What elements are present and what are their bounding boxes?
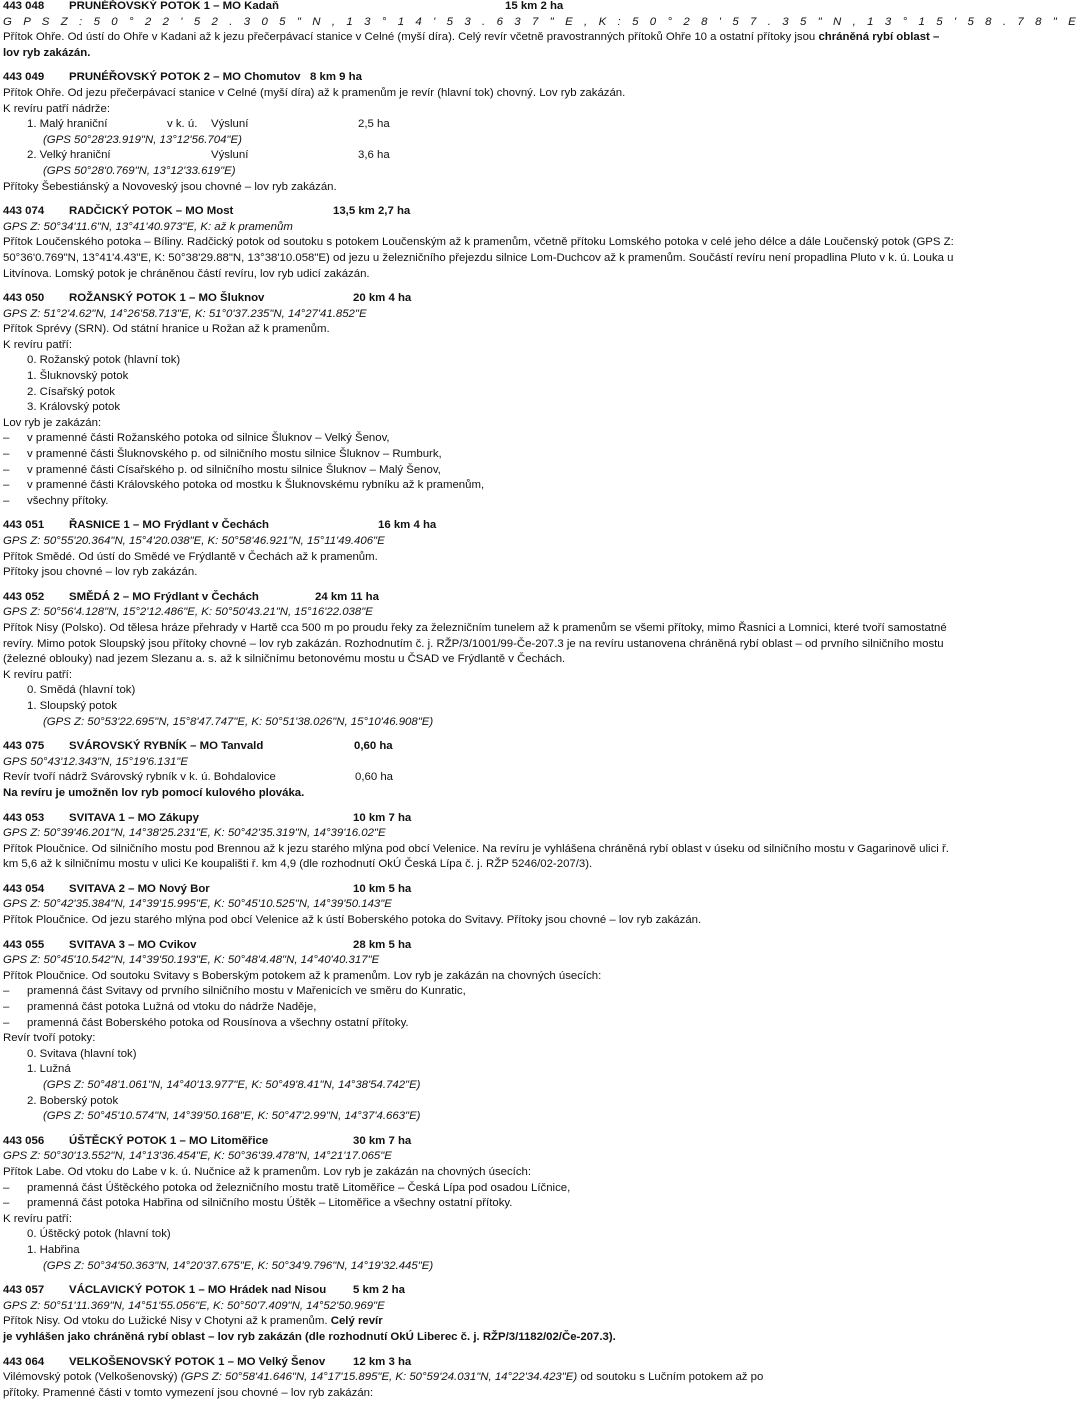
- description-text: Přítok Ohře. Od ústí do Ohře v Kadani až k jezu přečerpávací stanice v Celné (myší díra). Celý revír včetně pravostranných přítoků Ohře 10 a ostatní přítoky jsou: [3, 31, 816, 44]
- description-text: Přítok Nisy. Od vtoku do Lužické Nisy v Chotyni až k pramenům.: [3, 1315, 328, 1328]
- gps-coordinates: GPS Z: 50°45'10.542"N, 14°39'50.193"E, K: 50°48'4.48"N, 14°40'40.317"E: [3, 954, 380, 967]
- stream-item: 3. Královský potok: [27, 401, 121, 414]
- protected-area-note: je vyhlášen jako chráněná rybí oblast – lov ryb zakázán (dle rozhodnutí OkÚ Liberec č. j. RŽP/3/1182/02/Če-207.3).: [3, 1330, 616, 1343]
- entry-heading: [3, 811, 955, 827]
- streams-heading: K revíru patří:: [3, 668, 73, 681]
- gps-coordinates: GPS Z: 50°55'20.364"N, 15°4'20.038"E, K: 50°58'46.921"N, 15°11'49.406"E: [3, 535, 385, 547]
- protected-area-note: Celý revír: [330, 1315, 383, 1328]
- revir-number: 443 064: [3, 1355, 45, 1368]
- entry-443-054: [3, 882, 955, 929]
- gps-coordinates: GPS Z: 51°2'4.62"N, 14°26'58.713"E, K: 51°0'37.235"N, 14°27'41.852"E: [3, 307, 367, 320]
- revir-number: 443 049: [3, 71, 45, 84]
- entry-heading: [3, 1355, 955, 1371]
- restriction-item: – v pramenné části Královského potoka od mostku k Šluknovskému rybníku až k pramenům,: [3, 478, 955, 494]
- entry-443-049: [3, 70, 955, 195]
- revir-number: 443 057: [3, 1284, 45, 1297]
- entry-443-056: [3, 1134, 955, 1274]
- revir-name: ŘASNICE 1 – MO Frýdlant v Čechách: [69, 519, 270, 532]
- entry-443-053: [3, 811, 955, 873]
- revir-description: Přítok Labe. Od vtoku do Labe v k. ú. Nučnice až k pramenům. Lov ryb je zakázán na chovných úsecích:: [3, 1165, 532, 1178]
- description-text: od soutoku s Lučním potokem až po: [580, 1371, 764, 1384]
- stream-item: 1. Habřina: [27, 1243, 80, 1256]
- revir-size: 30 km 7 ha: [353, 1134, 412, 1147]
- gps-coordinates: GPS Z: 50°30'13.552"N, 14°13'36.454"E, K: 50°36'39.478"N, 14°21'17.065"E: [3, 1150, 392, 1163]
- entry-heading: [3, 291, 955, 307]
- revir-name: SMĚDÁ 2 – MO Frýdlant v Čechách: [69, 590, 259, 603]
- revir-name: PRUNÉŘOVSKÝ POTOK 1 – MO Kadaň: [69, 0, 279, 12]
- revir-size: 10 km 5 ha: [353, 882, 412, 895]
- stream-gps: (GPS Z: 50°48'1.061"N, 14°40'13.977"E, K: 50°49'8.41"N, 14°38'54.742"E): [43, 1079, 421, 1091]
- pond-area: 0,60 ha: [355, 771, 394, 784]
- stream-item: 0. Svitava (hlavní tok): [27, 1047, 137, 1060]
- revir-name: SVITAVA 2 – MO Nový Bor: [69, 882, 210, 895]
- stream-item: 0. Smědá (hlavní tok): [27, 684, 136, 697]
- stream-item: 0. Úštěcký potok (hlavní tok): [27, 1228, 171, 1241]
- entry-heading: [3, 882, 955, 898]
- revir-name: ÚŠTĚCKÝ POTOK 1 – MO Litoměřice: [69, 1134, 269, 1147]
- revir-size: 24 km 11 ha: [315, 590, 379, 603]
- revir-description: Přítok Ploučnice. Od soutoku Svitavy s Boberským potokem až k pramenům. Lov ryb je zakázán na chovných úsecích:: [3, 969, 602, 982]
- gps-coordinates: GPS 50°43'12.343"N, 15°19'6.131"E: [3, 755, 188, 768]
- pond-item: [3, 148, 955, 164]
- entry-443-051: [3, 518, 955, 580]
- restriction-item: – pramenná část potoka Lužná od vtoku do nádrže Naděje,: [3, 1000, 955, 1016]
- pond-area: 3,6 ha: [358, 149, 390, 162]
- description-text: Revír tvoří nádrž Svárovský rybník v k. ú. Bohdalovice: [3, 771, 276, 784]
- gps-coordinates: GPS Z: 50°56'4.128"N, 15°2'12.486"E, K: 50°50'43.21"N, 15°16'22.038"E: [3, 606, 373, 619]
- entry-443-055: [3, 938, 955, 1125]
- document-page: [3, 0, 1080, 1410]
- stream-item: 1. Lužná: [27, 1063, 71, 1076]
- revir-number: 443 053: [3, 811, 45, 824]
- pond-name: 1. Malý hraniční: [27, 118, 108, 131]
- entry-heading: [3, 590, 955, 606]
- revir-name: ROŽANSKÝ POTOK 1 – MO Šluknov: [69, 292, 265, 305]
- pond-cadastre: Výsluní: [211, 118, 249, 131]
- revir-number: 443 048: [3, 0, 45, 12]
- entry-heading: [3, 1283, 955, 1299]
- pond-name: 2. Velký hraniční: [27, 149, 111, 162]
- stream-item: 0. Rožanský potok (hlavní tok): [27, 354, 181, 367]
- stream-gps: (GPS Z: 50°34'50.363"N, 14°20'37.675"E, K: 50°34'9.796"N, 14°19'32.445"E): [43, 1259, 434, 1272]
- tributaries-note: Přítoky Šebestiánský a Novoveský jsou chovné – lov ryb zakázán.: [3, 180, 337, 193]
- stream-item: 2. Boberský potok: [27, 1094, 119, 1107]
- entry-443-074: [3, 204, 955, 282]
- revir-number: 443 052: [3, 590, 45, 603]
- restriction-item: – v pramenné části Šluknovského p. od silničního mostu silnice Šluknov – Rumburk,: [3, 447, 955, 463]
- streams-heading: K revíru patří:: [3, 338, 73, 351]
- entry-heading: [3, 204, 955, 220]
- revir-description: Přítok Sprévy (SRN). Od státní hranice u Rožan až k pramenům.: [3, 323, 330, 336]
- restriction-item: – všechny přítoky.: [3, 494, 955, 510]
- stream-gps: (GPS Z: 50°45'10.574"N, 14°39'50.168"E, K: 50°47'2.99"N, 14°37'4.663"E): [43, 1110, 421, 1123]
- restriction-item: – pramenná část potoka Habřina od silničního mostu Úštěk – Litoměřice a všechny ostatní přítoky.: [3, 1196, 955, 1212]
- revir-size: 13,5 km 2,7 ha: [333, 205, 411, 218]
- pond-gps: (GPS 50°28'23.919"N, 13°12'56.704"E): [43, 133, 242, 146]
- pond-area: 2,5 ha: [358, 118, 390, 131]
- revir-name: VÁCLAVICKÝ POTOK 1 – MO Hrádek nad Nisou: [69, 1284, 327, 1297]
- revir-number: 443 056: [3, 1134, 45, 1147]
- revir-name: PRUNÉŘOVSKÝ POTOK 2 – MO Chomutov: [69, 71, 301, 84]
- entry-443-050: [3, 291, 955, 509]
- stream-gps: (GPS Z: 50°53'22.695"N, 15°8'47.747"E, K: 50°51'38.026"N, 15°10'46.908"E): [43, 715, 434, 728]
- revir-size: 8 km 9 ha: [310, 71, 362, 84]
- fishing-method-note: Na revíru je umožněn lov ryb pomocí kulového plováka.: [3, 786, 305, 799]
- restriction-item: – pramenná část Úštěckého potoka od železničního mostu tratě Litoměřice – Česká Lípa pod osadou Líčnice,: [3, 1181, 955, 1197]
- pond-gps: (GPS 50°28'0.769"N, 13°12'33.619"E): [43, 164, 236, 177]
- gps-coordinates: GPS Z: 50°39'46.201"N, 14°38'25.231"E, K: 50°42'35.319"N, 14°39'16.02"E: [3, 827, 386, 840]
- revir-description: Přítok Smědé. Od ústí do Smědé ve Frýdlantě v Čechách až k pramenům.: [3, 550, 378, 563]
- streams-heading: Revír tvoří potoky:: [3, 1032, 96, 1045]
- revir-description: přítoky. Pramenné části v tomto vymezení jsou chovné – lov ryb zakázán:: [3, 1386, 374, 1399]
- entry-heading: [3, 739, 955, 755]
- revir-description: [3, 1314, 955, 1330]
- stream-item: 1. Šluknovský potok: [27, 370, 129, 383]
- streams-heading: K revíru patří:: [3, 1212, 73, 1225]
- gps-coordinates: GPS Z: 50°34'11.6"N, 13°41'40.973"E, K: až k pramenům: [3, 220, 293, 233]
- revir-number: 443 054: [3, 882, 45, 895]
- restriction-item: – v pramenné části Císařského p. od silničního mostu silnice Šluknov – Malý Šenov,: [3, 463, 955, 479]
- revir-size: 15 km 2 ha: [505, 0, 564, 12]
- tributaries-note: Přítoky jsou chovné – lov ryb zakázán.: [3, 566, 198, 579]
- gps-coordinates: G P S Z : 5 0 ° 2 2 ' 5 2 . 3 0 5 " N , 1 3 ° 1 4 ' 5 3 . 6 3 7 " E , K : 5 0 ° 2 8 ' 5 7 . 3 5 " N , 1 3 ° 1 5 ' 5 8 . 7 8 " E: [3, 15, 1080, 28]
- pond-cadastre-prefix: v k. ú.: [167, 118, 198, 131]
- revir-description: Přítok Loučenského potoka – Bíliny. Radčický potok od soutoku s potokem Loučenským až k pramenům, včetně přítoku Lomského potoka v celé jeho délce a dále Loučenský potok (GPS Z: 50°36'0.769"N, 13°41'4.43"E, K: 50°38'29.88"N, 13°38'10.058"E) od jezu u železničního přejezdu silnice Lom-Duchcov až k pramenům. Součástí revíru není propadlina Pluto v k. ú. Louka u Litvínova. Lomský potok je chráněnou částí revíru, lov ryb udicí zakázán.: [3, 236, 954, 280]
- revir-number: 443 051: [3, 519, 45, 532]
- revir-description: Přítok Ohře. Od jezu přečerpávací stanice v Celné (myší díra) až k pramenům je revír (hlavní tok) chovný. Lov ryb zakázán.: [3, 86, 626, 99]
- revir-name: RADČICKÝ POTOK – MO Most: [69, 205, 234, 218]
- entry-heading: [3, 1134, 955, 1150]
- entry-heading: [3, 70, 955, 86]
- entry-443-048: [3, 0, 1080, 61]
- restriction-item: – pramenná část Svitavy od prvního silničního mostu v Mařenicích ve směru do Kunratic,: [3, 984, 955, 1000]
- stream-item: 1. Sloupský potok: [27, 699, 117, 712]
- revir-size: 10 km 7 ha: [353, 811, 412, 824]
- pond-cadastre: Výsluní: [211, 149, 249, 162]
- revir-name: VELKOŠENOVSKÝ POTOK 1 – MO Velký Šenov: [69, 1355, 326, 1368]
- revir-name: SVITAVA 3 – MO Cvikov: [69, 938, 197, 951]
- revir-description: [3, 1370, 955, 1386]
- revir-size: 12 km 3 ha: [353, 1355, 412, 1368]
- entry-heading: [3, 938, 955, 954]
- gps-coordinates: GPS Z: 50°51'11.369"N, 14°51'55.056"E, K: 50°50'7.409"N, 14°52'50.969"E: [3, 1299, 385, 1312]
- entry-443-064: [3, 1355, 955, 1402]
- revir-number: 443 074: [3, 205, 45, 218]
- restriction-item: – v pramenné části Rožanského potoka od silnice Šluknov – Velký Šenov,: [3, 431, 955, 447]
- gps-coordinates: GPS Z: 50°42'35.384"N, 14°39'15.995"E, K: 50°45'10.525"N, 14°39'50.143"E: [3, 898, 392, 911]
- revir-description: [3, 30, 955, 61]
- restrictions-heading: Lov ryb je zakázán:: [3, 416, 102, 429]
- revir-size: 5 km 2 ha: [353, 1284, 405, 1297]
- revir-size: 20 km 4 ha: [353, 292, 412, 305]
- revir-number: 443 050: [3, 292, 45, 305]
- revir-number: 443 075: [3, 740, 45, 753]
- gps-coordinates: (GPS Z: 50°58'41.646"N, 14°17'15.895"E, K: 50°59'24.031"N, 14°22'34.423"E): [180, 1371, 578, 1384]
- restriction-item: – pramenná část Boberského potoka od Rousínova a všechny ostatní přítoky.: [3, 1016, 955, 1032]
- revir-size: 28 km 5 ha: [353, 938, 412, 951]
- entry-443-052: [3, 590, 955, 730]
- revir-name: SVÁROVSKÝ RYBNÍK – MO Tanvald: [69, 740, 264, 753]
- revir-number: 443 055: [3, 938, 45, 951]
- entry-heading: [3, 0, 955, 15]
- revir-description: [3, 770, 955, 786]
- protected-area-note: chráněná rybí oblast – lov ryb zakázán.: [3, 31, 940, 59]
- stream-item: 2. Císařský potok: [27, 385, 115, 398]
- revir-description: Přítok Ploučnice. Od silničního mostu pod Brennou až k jezu starého mlýna pod obcí Velenice. Na revíru je vyhlášena chráněná rybí oblast v úseku od silničního mostu v Gagarinově ulici ř. km 5,6 až k silničnímu mostu v ulici Ke koupališti ř. km 4,9 (dle rozhodnutí OkÚ Česká Lípa č. j. RŽP 5246/02-207/3).: [3, 842, 949, 871]
- revir-description: Přítok Nisy (Polsko). Od tělesa hráze přehrady v Hartě cca 500 m po proudu řeky za železničním tunelem až k pramenům se všemi přítoky, mimo Řasnici a Lomnici, které tvoří samostatné revíry. Mimo potok Sloupský jsou přítoky chovné – lov ryb zakázán. Rozhodnutím č. j. RŽP/3/1001/99-Če-207.3 je na revíru ustanovena chráněná rybí oblast – od prvního silničního mostu (železné oblouky) nad jezem Slezanu a. s. až k silničnímu betonovému mostu u ČSAD ve Frýdlantě v Čechách.: [3, 621, 947, 666]
- entry-443-075: [3, 739, 955, 801]
- entry-443-057: [3, 1283, 955, 1345]
- revir-size: 0,60 ha: [354, 740, 393, 753]
- revir-description: Přítok Ploučnice. Od jezu starého mlýna pod obcí Velenice až k ústí Boberského potoka do Svitavy. Přítoky jsou chovné – lov ryb zakázán.: [3, 914, 702, 927]
- revir-name: SVITAVA 1 – MO Zákupy: [69, 811, 199, 824]
- pond-item: [3, 117, 955, 133]
- revir-size: 16 km 4 ha: [378, 519, 437, 532]
- ponds-heading: K revíru patří nádrže:: [3, 102, 110, 115]
- entry-heading: [3, 518, 955, 534]
- description-text: Vilémovský potok (Velkošenovský): [3, 1371, 178, 1384]
